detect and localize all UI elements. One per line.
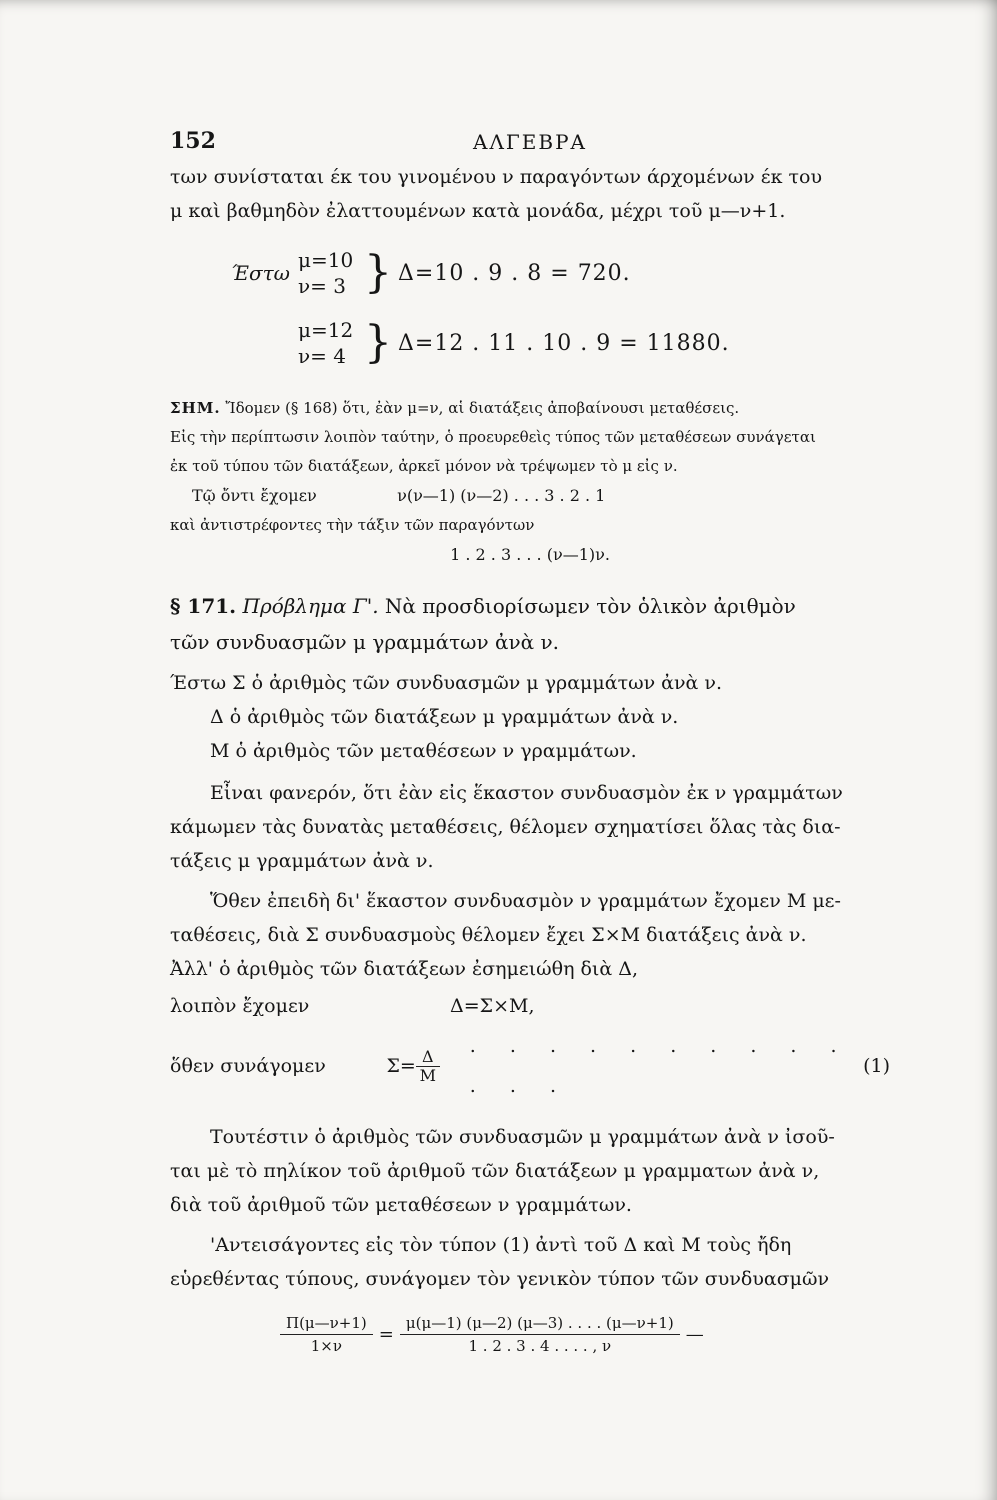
- paragraph-line: Ἀλλ' ὁ ἀριθμὸς τῶν διατάξεων ἐσημειώθη διὰ Δ,: [170, 958, 639, 980]
- page-content: [170, 120, 890, 1355]
- paragraph-1: [170, 776, 890, 878]
- example-cond-nu: ν= 3: [298, 274, 346, 298]
- note-formula: [170, 481, 890, 511]
- formula-lhs: [280, 1314, 373, 1355]
- example-2: [170, 308, 890, 378]
- example-result: Δ=12 . 11 . 10 . 9 = 11880.: [398, 330, 730, 356]
- note-formula-left: Τῷ ὄντι ἔχομεν: [192, 486, 317, 505]
- paragraph-3: [170, 1120, 890, 1222]
- note-block: [170, 394, 890, 570]
- example-cond-nu: ν= 4: [298, 344, 346, 368]
- general-formula: [170, 1314, 890, 1355]
- example-result: Δ=10 . 9 . 8 = 720.: [398, 260, 631, 286]
- intro-line-1: των συνίσταται έκ του γινομένου ν παραγόντων άρχομένων έκ του: [170, 166, 823, 188]
- formula-rhs-denominator: 1 . 2 . 3 . 4 . . . . , ν: [468, 1337, 612, 1355]
- section-heading-line-2: τῶν συνδυασμῶν μ γραμμάτων ἀνὰ ν.: [170, 630, 560, 654]
- paragraph-line: Εἶναι φανερόν, ὅτι ἐὰν εἰς ἕκαστον συνδυασμὸν ἐκ ν γραμμάτων: [210, 782, 843, 804]
- fraction-denominator: Μ: [419, 1065, 436, 1085]
- section-heading-text: Νὰ προσδιορίσωμεν τὸν ὁλικὸν ἀριθμὸν: [384, 594, 796, 618]
- page-number: 152: [170, 128, 216, 154]
- running-title: ΑΛΓΕΒΡΑ: [473, 130, 587, 154]
- equation-tag: (1): [863, 1055, 890, 1077]
- leader-dots: . . . . . . . . . . . . .: [469, 1035, 851, 1097]
- note-line-1: [170, 394, 890, 423]
- formula-lhs-numerator: Π(μ—ν+1): [286, 1314, 367, 1332]
- example-label: Έστω: [230, 261, 290, 285]
- example-1: [170, 238, 890, 308]
- note-line-after: καὶ ἀντιστρέφοντες τὴν τάξιν τῶν παραγόντων: [170, 516, 535, 534]
- paragraph-4: [170, 1228, 890, 1296]
- definition-sigma: Έστω Σ ὁ ἀριθμὸς τῶν συνδυασμῶν μ γραμμάτων ἀνὰ ν.: [170, 672, 723, 694]
- paragraph-line: Τουτέστιν ὁ ἀριθμὸς τῶν συνδυασμῶν μ γραμμάτων ἀνὰ ν ἰσοῦ-: [210, 1126, 835, 1148]
- formula-rhs-numerator: μ(μ—1) (μ—2) (μ—3) . . . . (μ—ν+1): [405, 1314, 674, 1332]
- trailing-dash: —: [685, 1324, 704, 1345]
- definition-m: Μ ὁ ἀριθμὸς τῶν μεταθέσεων ν γραμμάτων.: [210, 740, 637, 762]
- paragraph-line: ται μὲ τὸ πηλίκον τοῦ ἀριθμοῦ τῶν διατάξεων μ γραμματων ἀνὰ ν,: [170, 1160, 820, 1182]
- equation-label: ὅθεν συνάγομεν: [170, 1055, 326, 1077]
- section-number: § 171.: [170, 594, 237, 618]
- note-text: Ἴδομεν (§ 168) ὅτι, ἐὰν μ=ν, αἱ διατάξεις ἀποβαίνουσι μεταθέσεις.: [225, 399, 740, 417]
- equation-lhs: Σ=: [386, 1055, 416, 1077]
- example-cond-mu: μ=12: [298, 318, 354, 342]
- equation-2: [170, 1026, 890, 1106]
- running-head: [170, 120, 890, 160]
- equation-fraction: [416, 1048, 440, 1085]
- note-lead: ΣΗΜ.: [170, 399, 221, 417]
- paragraph-2: [170, 884, 890, 986]
- note-line-3: ἐκ τοῦ τύπου τῶν διατάξεων, ἀρκεῖ μόνον νὰ τρέψωμεν τὸ μ εἰς ν.: [170, 457, 678, 475]
- note-formula-right: ν(ν—1) (ν—2) . . . 3 . 2 . 1: [397, 486, 606, 505]
- paragraph-line: 'Αντεισάγοντες εἰς τὸν τύπον (1) ἀντὶ τοῦ Δ καὶ Μ τοὺς ἤδη: [210, 1234, 792, 1256]
- paragraph-line: τάξεις μ γραμμάτων ἀνὰ ν.: [170, 850, 434, 872]
- definitions: [170, 666, 890, 768]
- example-cond-mu: μ=10: [298, 248, 354, 272]
- fraction-numerator: Δ: [422, 1046, 434, 1066]
- section-title: Πρόβλημα Γ'.: [242, 594, 379, 618]
- formula-lhs-denominator: 1×ν: [310, 1337, 342, 1355]
- section-heading: [170, 588, 890, 660]
- equation-1: [170, 986, 890, 1026]
- paragraph-line: διὰ τοῦ ἀριθμοῦ τῶν μεταθέσεων ν γραμμάτων.: [170, 1194, 632, 1216]
- formula-rhs: [400, 1314, 680, 1355]
- brace-icon: }: [364, 317, 392, 368]
- paragraph-line: ταθέσεις, διὰ Σ συνδυασμοὺς θέλομεν ἔχει Σ×Μ διατάξεις ἀνὰ ν.: [170, 924, 807, 946]
- definition-delta: Δ ὁ ἀριθμὸς τῶν διατάξεων μ γραμμάτων ἀνὰ ν.: [210, 706, 679, 728]
- equation-expr: Δ=Σ×Μ,: [450, 995, 535, 1017]
- note-line-2: Εἰς τὴν περίπτωσιν λοιπὸν ταύτην, ὁ προευρεθεὶς τύπος τῶν μεταθέσεων συνάγεται: [170, 428, 816, 446]
- paragraph-line: Ὅθεν ἐπειδὴ δι' ἕκαστον συνδυασμὸν ν γραμμάτων ἔχομεν Μ με-: [210, 890, 841, 912]
- examples: [170, 238, 890, 378]
- brace-icon: }: [364, 247, 392, 298]
- example-conditions: [298, 247, 358, 299]
- example-conditions: [298, 317, 358, 369]
- intro-line-2: μ καὶ βαθμηδὸν ἐλαττουμένων κατὰ μονάδα, μέχρι τοῦ μ—ν+1.: [170, 200, 786, 222]
- equation-label: λοιπὸν ἔχομεν: [170, 995, 310, 1017]
- equals-sign: =: [378, 1324, 394, 1345]
- paragraph-line: εὑρεθέντας τύπους, συνάγομεν τὸν γενικὸν τύπον τῶν συνδυασμῶν: [170, 1268, 830, 1290]
- paragraph-line: κάμωμεν τὰς δυνατὰς μεταθέσεις, θέλομεν σχηματίσει ὅλας τὰς δια-: [170, 816, 841, 838]
- note-formula-centered: 1 . 2 . 3 . . . (ν—1)ν.: [450, 545, 610, 564]
